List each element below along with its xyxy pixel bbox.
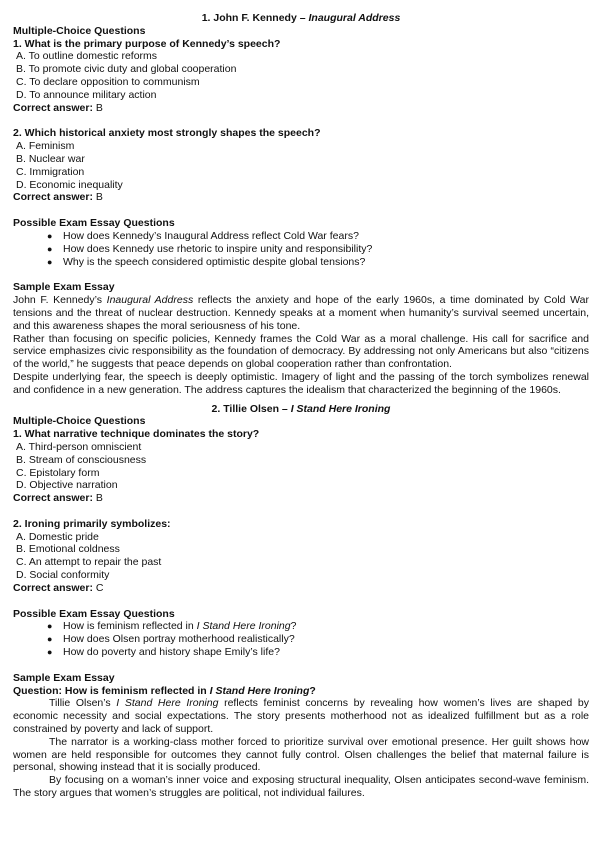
answer-option: C. To declare opposition to communism xyxy=(16,75,200,88)
essay-paragraph: Rather than focusing on specific policies, Kennedy frames the Cold War as a moral challenge. His call for sacrifice and service emphasizes civic responsibility as the foundation of democracy. By addressing not only Americans but also “citizens of the world,” he suggests that peace depends on global cooperation rather than confrontation. xyxy=(13,332,589,371)
answer-option: C. An attempt to repair the past xyxy=(16,556,162,569)
essay-question-item: ● How do poverty and history shape Emily’s life? xyxy=(47,646,589,659)
answer-option: A. Third-person omniscient xyxy=(16,440,142,453)
sample-essay-question: Question: How is feminism reflected in I Stand Here Ironing? xyxy=(13,684,316,697)
essay-question-item: ● How does Olsen portray motherhood realistically? xyxy=(47,633,589,646)
question-text: 2. Ironing primarily symbolizes: xyxy=(13,517,171,530)
essay-question-item: ● How does Kennedy use rhetoric to inspire unity and responsibility? xyxy=(47,243,589,256)
correct-answer-value: B xyxy=(95,191,103,204)
essay-paragraph: Despite underlying fear, the speech is deeply optimistic. Imagery of light and the passing of the torch symbolizes renewal and confidence in a new generation. The address captures the idealism that characterized the beginning of the 1960s. xyxy=(13,370,589,396)
essay-questions-heading: Possible Exam Essay Questions xyxy=(13,607,175,620)
essay-questions-heading: Possible Exam Essay Questions xyxy=(13,217,175,230)
correct-answer xyxy=(13,102,589,115)
section-title-work: I Stand Here Ironing xyxy=(290,402,391,415)
answer-option: C. Immigration xyxy=(16,165,85,178)
sample-essay-heading: Sample Exam Essay xyxy=(13,281,115,294)
answer-option: A. Feminism xyxy=(16,140,75,153)
essay-paragraph: John F. Kennedy’s Inaugural Address reflects the anxiety and hope of the early 1960s, a time dominated by Cold War tensions and the threat of nuclear destruction. Kennedy speaks at a moment when humanity’s survival seemed uncertain, and this awareness shapes the moral seriousness of his tone. xyxy=(13,294,589,332)
correct-answer-value: B xyxy=(95,492,103,505)
section-title xyxy=(13,403,589,416)
section-title-prefix: 2. Tillie Olsen – xyxy=(211,402,291,415)
answer-option: A. To outline domestic reforms xyxy=(16,50,158,63)
correct-answer-label: Correct answer: xyxy=(13,492,93,505)
mc-heading: Multiple-Choice Questions xyxy=(13,24,146,37)
answer-option: D. Objective narration xyxy=(16,479,118,492)
essay-paragraph: Tillie Olsen’s I Stand Here Ironing reflects feminist concerns by revealing how women’s lives are shaped by economic necessity and social expectations. The story presents motherhood not as idealized fulfillment but as a role constrained by poverty and lack of support. xyxy=(13,697,589,736)
section-title xyxy=(13,12,589,25)
question-text: 1. What narrative technique dominates the story? xyxy=(13,428,260,441)
question-text: 2. Which historical anxiety most strongly shapes the speech? xyxy=(13,127,321,140)
answer-option: B. Emotional coldness xyxy=(16,543,120,556)
essay-question-item: ● How does Kennedy’s Inaugural Address reflect Cold War fears? xyxy=(47,230,589,243)
essay-paragraph: By focusing on a woman’s inner voice and exposing structural inequality, Olsen anticipates second-wave feminism. The story argues that women’s struggles are political, not individual failures. xyxy=(13,774,589,800)
section-title-work: Inaugural Address xyxy=(308,12,401,24)
correct-answer-value: C xyxy=(95,581,104,594)
correct-answer-value: B xyxy=(95,101,103,114)
correct-answer-label: Correct answer: xyxy=(13,191,93,204)
mc-heading: Multiple-Choice Questions xyxy=(13,415,146,428)
essay-question-item: ● How is feminism reflected in I Stand Here Ironing? xyxy=(47,620,589,633)
correct-answer-label: Correct answer: xyxy=(13,581,93,594)
correct-answer xyxy=(13,582,589,595)
sample-essay-heading: Sample Exam Essay xyxy=(13,671,115,684)
answer-option: D. Social conformity xyxy=(16,569,110,582)
answer-option: C. Epistolary form xyxy=(16,466,100,479)
essay-paragraph: The narrator is a working-class mother forced to prioritize survival over emotional presence. Her guilt shows how women are held responsible for outcomes they cannot fully control. Olsen challenges the belief that maternal failure is personal, showing instead that it is socially produced. xyxy=(13,735,589,774)
answer-option: D. To announce military action xyxy=(16,88,157,101)
essay-questions-list xyxy=(13,620,589,658)
correct-answer xyxy=(13,492,589,505)
answer-option: B. Stream of consciousness xyxy=(16,453,147,466)
essay-question-item: ● Why is the speech considered optimistic despite global tensions? xyxy=(47,256,589,269)
section-title-prefix: 1. John F. Kennedy – xyxy=(201,12,309,24)
correct-answer xyxy=(13,191,589,204)
correct-answer-label: Correct answer: xyxy=(13,101,93,114)
answer-option: B. To promote civic duty and global cooperation xyxy=(16,63,237,76)
answer-option: B. Nuclear war xyxy=(16,152,85,165)
essay-questions-list xyxy=(13,230,589,268)
answer-option: D. Economic inequality xyxy=(16,178,123,191)
question-text: 1. What is the primary purpose of Kennedy’s speech? xyxy=(13,37,281,50)
answer-option: A. Domestic pride xyxy=(16,530,99,543)
